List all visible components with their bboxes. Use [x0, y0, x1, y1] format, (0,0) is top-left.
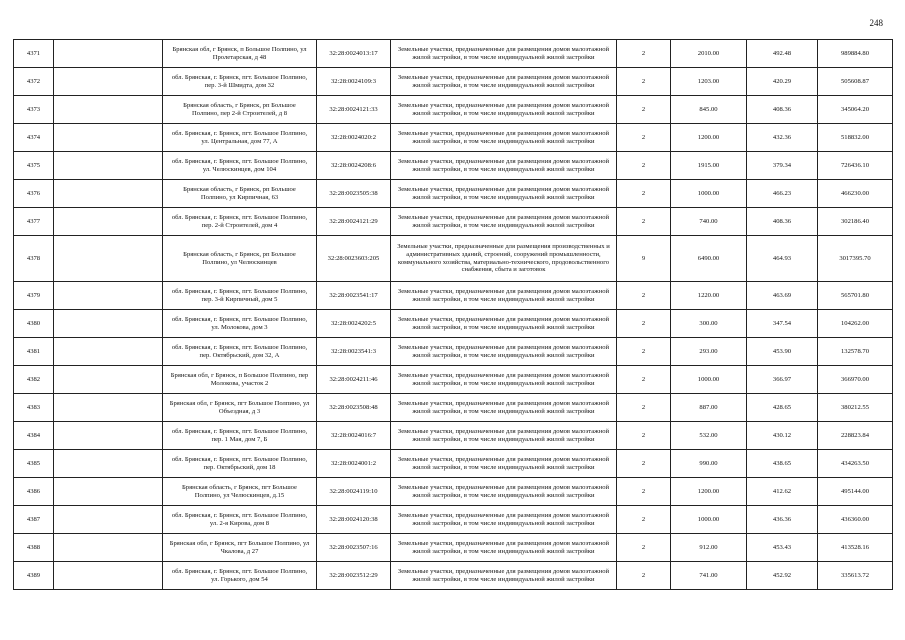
cadastral-value-cell: 565701.80 [818, 282, 893, 310]
cadastral-value-cell: 495144.00 [818, 478, 893, 506]
land-use-cell: Земельные участки, предназначенные для размещения домов малоэтажной жилой застройки, в том числе индивидуальной жилой застройки [391, 478, 617, 506]
area-cell: 1000.00 [671, 506, 747, 534]
row-number-cell: 4374 [14, 124, 54, 152]
address-cell: обл. Брянская, г. Брянск, пгт. Большое Полпино, ул. Молокова, дом 3 [163, 310, 317, 338]
cadastral-value-cell: 132578.70 [818, 338, 893, 366]
land-use-cell: Земельные участки, предназначенные для размещения домов малоэтажной жилой застройки, в том числе индивидуальной жилой застройки [391, 124, 617, 152]
table-row [14, 124, 893, 152]
address-cell: обл. Брянская, г. Брянск, пгт. Большое Полпино, ул. Горького, дом 54 [163, 562, 317, 590]
row-number-cell: 4376 [14, 180, 54, 208]
row-number-cell: 4380 [14, 310, 54, 338]
address-cell: обл. Брянская, г. Брянск, пгт. Большое Полпино, ул. Центральная, дом 77, А [163, 124, 317, 152]
address-cell: Брянская обл, г Брянск, пгт Большое Полпино, ул Чкалова, д 27 [163, 534, 317, 562]
land-use-cell: Земельные участки, предназначенные для размещения домов малоэтажной жилой застройки, в том числе индивидуальной жилой застройки [391, 40, 617, 68]
table-row [14, 422, 893, 450]
table-row [14, 180, 893, 208]
group-cell: 2 [617, 180, 671, 208]
specific-value-cell: 408.36 [747, 208, 818, 236]
blank-cell [54, 282, 163, 310]
cadastral-number-cell: 32:28:0023508:48 [317, 394, 391, 422]
cadastral-value-cell: 413528.16 [818, 534, 893, 562]
cadastral-value-cell: 380212.55 [818, 394, 893, 422]
specific-value-cell: 453.43 [747, 534, 818, 562]
specific-value-cell: 436.36 [747, 506, 818, 534]
area-cell: 2010.00 [671, 40, 747, 68]
blank-cell [54, 152, 163, 180]
cadastral-number-cell: 32:28:0023505:38 [317, 180, 391, 208]
row-number-cell: 4372 [14, 68, 54, 96]
address-cell: обл. Брянская, г. Брянск, пгт. Большое Полпино, пер. Октябрьский, дом 32, А [163, 338, 317, 366]
cadastral-number-cell: 32:28:0024119:10 [317, 478, 391, 506]
area-cell: 990.00 [671, 450, 747, 478]
land-use-cell: Земельные участки, предназначенные для размещения домов малоэтажной жилой застройки, в том числе индивидуальной жилой застройки [391, 366, 617, 394]
blank-cell [54, 366, 163, 394]
group-cell: 2 [617, 562, 671, 590]
address-cell: обл. Брянская, г. Брянск, пгт. Большое Полпино, ул. 2-я Кирова, дом 8 [163, 506, 317, 534]
area-cell: 1203.00 [671, 68, 747, 96]
land-use-cell: Земельные участки, предназначенные для размещения домов малоэтажной жилой застройки, в том числе индивидуальной жилой застройки [391, 562, 617, 590]
cadastral-value-cell: 302186.40 [818, 208, 893, 236]
table-row [14, 68, 893, 96]
blank-cell [54, 394, 163, 422]
row-number-cell: 4387 [14, 506, 54, 534]
row-number-cell: 4378 [14, 236, 54, 282]
group-cell: 9 [617, 236, 671, 282]
area-cell: 532.00 [671, 422, 747, 450]
blank-cell [54, 338, 163, 366]
blank-cell [54, 96, 163, 124]
table-row [14, 152, 893, 180]
cadastral-number-cell: 32:28:0023603:205 [317, 236, 391, 282]
specific-value-cell: 420.29 [747, 68, 818, 96]
address-cell: обл. Брянская, г. Брянск, пгт. Большое Полпино, пер. 2-й Строителей, дом 4 [163, 208, 317, 236]
row-number-cell: 4375 [14, 152, 54, 180]
blank-cell [54, 422, 163, 450]
blank-cell [54, 506, 163, 534]
address-cell: обл. Брянская, г. Брянск, пгт. Большое Полпино, пер. 3-й Кирпичный, дом 5 [163, 282, 317, 310]
cadastral-value-cell: 466230.00 [818, 180, 893, 208]
land-use-cell: Земельные участки, предназначенные для размещения домов малоэтажной жилой застройки, в том числе индивидуальной жилой застройки [391, 394, 617, 422]
specific-value-cell: 453.90 [747, 338, 818, 366]
table-row [14, 478, 893, 506]
blank-cell [54, 450, 163, 478]
land-use-cell: Земельные участки, предназначенные для размещения домов малоэтажной жилой застройки, в том числе индивидуальной жилой застройки [391, 68, 617, 96]
area-cell: 293.00 [671, 338, 747, 366]
specific-value-cell: 428.65 [747, 394, 818, 422]
cadastral-number-cell: 32:28:0023541:17 [317, 282, 391, 310]
blank-cell [54, 68, 163, 96]
row-number-cell: 4373 [14, 96, 54, 124]
row-number-cell: 4385 [14, 450, 54, 478]
address-cell: Брянская область, г Брянск, рп Большое Полпино, пер 2-й Строителей, д 8 [163, 96, 317, 124]
area-cell: 1000.00 [671, 180, 747, 208]
row-number-cell: 4377 [14, 208, 54, 236]
cadastral-number-cell: 32:28:0023507:16 [317, 534, 391, 562]
cadastral-value-cell: 726436.10 [818, 152, 893, 180]
specific-value-cell: 412.62 [747, 478, 818, 506]
land-use-cell: Земельные участки, предназначенные для размещения производственных и административных зданий, строений, сооружений промышленности, коммунального хозяйства, материально-технического, продовольственного снабжения, сбыта и заготовок [391, 236, 617, 282]
cadastral-number-cell: 32:28:0024120:38 [317, 506, 391, 534]
area-cell: 1200.00 [671, 478, 747, 506]
table-row [14, 96, 893, 124]
blank-cell [54, 478, 163, 506]
blank-cell [54, 562, 163, 590]
cadastral-value-cell: 228823.84 [818, 422, 893, 450]
land-use-cell: Земельные участки, предназначенные для размещения домов малоэтажной жилой застройки, в том числе индивидуальной жилой застройки [391, 180, 617, 208]
land-use-cell: Земельные участки, предназначенные для размещения домов малоэтажной жилой застройки, в том числе индивидуальной жилой застройки [391, 152, 617, 180]
group-cell: 2 [617, 282, 671, 310]
specific-value-cell: 438.65 [747, 450, 818, 478]
row-number-cell: 4383 [14, 394, 54, 422]
land-use-cell: Земельные участки, предназначенные для размещения домов малоэтажной жилой застройки, в том числе индивидуальной жилой застройки [391, 534, 617, 562]
area-cell: 6490.00 [671, 236, 747, 282]
group-cell: 2 [617, 40, 671, 68]
group-cell: 2 [617, 208, 671, 236]
specific-value-cell: 463.69 [747, 282, 818, 310]
group-cell: 2 [617, 152, 671, 180]
table-row [14, 282, 893, 310]
group-cell: 2 [617, 338, 671, 366]
table-row [14, 450, 893, 478]
row-number-cell: 4382 [14, 366, 54, 394]
cadastral-value-cell: 3017395.70 [818, 236, 893, 282]
area-cell: 1000.00 [671, 366, 747, 394]
row-number-cell: 4384 [14, 422, 54, 450]
land-use-cell: Земельные участки, предназначенные для размещения домов малоэтажной жилой застройки, в том числе индивидуальной жилой застройки [391, 310, 617, 338]
address-cell: обл. Брянская, г. Брянск, пгт. Большое Полпино, пер. Октябрьский, дом 18 [163, 450, 317, 478]
row-number-cell: 4379 [14, 282, 54, 310]
cadastral-value-cell: 434263.50 [818, 450, 893, 478]
row-number-cell: 4388 [14, 534, 54, 562]
area-cell: 1220.00 [671, 282, 747, 310]
cadastral-number-cell: 32:28:0024013:17 [317, 40, 391, 68]
land-use-cell: Земельные участки, предназначенные для размещения домов малоэтажной жилой застройки, в том числе индивидуальной жилой застройки [391, 422, 617, 450]
cadastral-number-cell: 32:28:0024020:2 [317, 124, 391, 152]
land-use-cell: Земельные участки, предназначенные для размещения домов малоэтажной жилой застройки, в том числе индивидуальной жилой застройки [391, 450, 617, 478]
table-row [14, 366, 893, 394]
area-cell: 740.00 [671, 208, 747, 236]
table-row [14, 562, 893, 590]
group-cell: 2 [617, 96, 671, 124]
area-cell: 300.00 [671, 310, 747, 338]
specific-value-cell: 452.92 [747, 562, 818, 590]
address-cell: обл. Брянская, г. Брянск, пгт. Большое Полпино, пер. 1 Мая, дом 7, Б [163, 422, 317, 450]
specific-value-cell: 408.36 [747, 96, 818, 124]
specific-value-cell: 464.93 [747, 236, 818, 282]
area-cell: 887.00 [671, 394, 747, 422]
land-use-cell: Земельные участки, предназначенные для размещения домов малоэтажной жилой застройки, в том числе индивидуальной жилой застройки [391, 208, 617, 236]
cadastral-number-cell: 32:28:0024016:7 [317, 422, 391, 450]
table-body [14, 40, 893, 590]
address-cell: обл. Брянская, г. Брянск, пгт. Большое Полпино, ул. Челюскинцев, дом 104 [163, 152, 317, 180]
cadastral-value-cell: 436360.00 [818, 506, 893, 534]
cadastral-value-cell: 345064.20 [818, 96, 893, 124]
address-cell: Брянская обл, г Брянск, п Большое Полпино, пер Молокова, участок 2 [163, 366, 317, 394]
land-use-cell: Земельные участки, предназначенные для размещения домов малоэтажной жилой застройки, в том числе индивидуальной жилой застройки [391, 506, 617, 534]
blank-cell [54, 180, 163, 208]
table-row [14, 40, 893, 68]
group-cell: 2 [617, 478, 671, 506]
cadastral-number-cell: 32:28:0024121:33 [317, 96, 391, 124]
cadastral-number-cell: 32:28:0024208:6 [317, 152, 391, 180]
row-number-cell: 4381 [14, 338, 54, 366]
land-registry-table [13, 39, 893, 590]
cadastral-value-cell: 518832.00 [818, 124, 893, 152]
group-cell: 2 [617, 450, 671, 478]
cadastral-value-cell: 989884.80 [818, 40, 893, 68]
specific-value-cell: 432.36 [747, 124, 818, 152]
cadastral-number-cell: 32:28:0024001:2 [317, 450, 391, 478]
cadastral-value-cell: 104262.00 [818, 310, 893, 338]
cadastral-number-cell: 32:28:0024202:5 [317, 310, 391, 338]
blank-cell [54, 40, 163, 68]
row-number-cell: 4386 [14, 478, 54, 506]
row-number-cell: 4389 [14, 562, 54, 590]
specific-value-cell: 366.97 [747, 366, 818, 394]
address-cell: Брянская область, г Брянск, рп Большое Полпино, ул Челюскинцев [163, 236, 317, 282]
specific-value-cell: 379.34 [747, 152, 818, 180]
land-use-cell: Земельные участки, предназначенные для размещения домов малоэтажной жилой застройки, в том числе индивидуальной жилой застройки [391, 338, 617, 366]
address-cell: Брянская область, г Брянск, рп Большое Полпино, ул Кирпичная, 63 [163, 180, 317, 208]
table-row [14, 208, 893, 236]
area-cell: 912.00 [671, 534, 747, 562]
specific-value-cell: 466.23 [747, 180, 818, 208]
area-cell: 1200.00 [671, 124, 747, 152]
page-number: 248 [869, 18, 883, 28]
blank-cell [54, 208, 163, 236]
area-cell: 741.00 [671, 562, 747, 590]
cadastral-number-cell: 32:28:0024109:3 [317, 68, 391, 96]
cadastral-value-cell: 505608.87 [818, 68, 893, 96]
cadastral-number-cell: 32:28:0023512:29 [317, 562, 391, 590]
table-row [14, 506, 893, 534]
group-cell: 2 [617, 366, 671, 394]
table-row [14, 534, 893, 562]
specific-value-cell: 347.54 [747, 310, 818, 338]
blank-cell [54, 124, 163, 152]
table-row [14, 338, 893, 366]
area-cell: 845.00 [671, 96, 747, 124]
cadastral-value-cell: 366970.00 [818, 366, 893, 394]
cadastral-value-cell: 335613.72 [818, 562, 893, 590]
specific-value-cell: 492.48 [747, 40, 818, 68]
group-cell: 2 [617, 534, 671, 562]
row-number-cell: 4371 [14, 40, 54, 68]
table-row [14, 310, 893, 338]
area-cell: 1915.00 [671, 152, 747, 180]
table-row [14, 394, 893, 422]
blank-cell [54, 236, 163, 282]
cadastral-number-cell: 32:28:0023541:3 [317, 338, 391, 366]
address-cell: Брянская обл, г Брянск, п Большое Полпино, ул Пролетарская, д 48 [163, 40, 317, 68]
cadastral-number-cell: 32:28:0024121:29 [317, 208, 391, 236]
land-use-cell: Земельные участки, предназначенные для размещения домов малоэтажной жилой застройки, в том числе индивидуальной жилой застройки [391, 282, 617, 310]
land-use-cell: Земельные участки, предназначенные для размещения домов малоэтажной жилой застройки, в том числе индивидуальной жилой застройки [391, 96, 617, 124]
cadastral-number-cell: 32:28:0024211:46 [317, 366, 391, 394]
group-cell: 2 [617, 310, 671, 338]
address-cell: обл. Брянская, г. Брянск, пгт. Большое Полпино, пер. 3-й Шмидта, дом 32 [163, 68, 317, 96]
blank-cell [54, 310, 163, 338]
specific-value-cell: 430.12 [747, 422, 818, 450]
group-cell: 2 [617, 506, 671, 534]
blank-cell [54, 534, 163, 562]
address-cell: Брянская обл, г Брянск, пгт Большое Полпино, ул Объездная, д 3 [163, 394, 317, 422]
address-cell: Брянская область, г Брянск, пгт Большое Полпино, ул Челюскинцев, д.15 [163, 478, 317, 506]
group-cell: 2 [617, 68, 671, 96]
table-row [14, 236, 893, 282]
group-cell: 2 [617, 394, 671, 422]
group-cell: 2 [617, 422, 671, 450]
group-cell: 2 [617, 124, 671, 152]
